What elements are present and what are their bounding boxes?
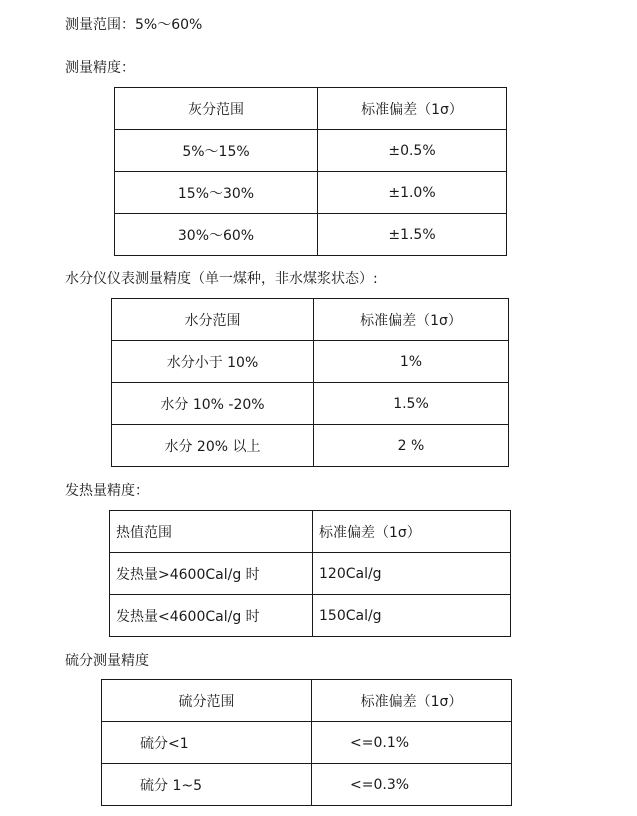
table-row xyxy=(115,214,507,256)
table-cell: 1.5% xyxy=(314,383,509,425)
table-header-row xyxy=(112,299,509,341)
header-cell: 标准偏差（1σ） xyxy=(312,680,512,722)
header-cell: 灰分范围 xyxy=(115,88,318,130)
table-row xyxy=(115,172,507,214)
table-header-row xyxy=(102,680,512,722)
table-row xyxy=(112,341,509,383)
table-cell: 1% xyxy=(314,341,509,383)
table-cell: 发热量>4600Cal/g 时 xyxy=(110,553,313,595)
table-cell: 120Cal/g xyxy=(313,553,511,595)
table-header-row xyxy=(115,88,507,130)
table-row xyxy=(112,425,509,467)
table-row xyxy=(102,764,512,806)
heat-precision-table xyxy=(109,510,511,637)
table-cell: 5%～15% xyxy=(115,130,318,172)
header-cell: 硫分范围 xyxy=(102,680,312,722)
header-cell: 水分范围 xyxy=(112,299,314,341)
table-cell: 水分 20% 以上 xyxy=(112,425,314,467)
sulfur-heading: 硫分测量精度 xyxy=(65,653,149,669)
precision-heading: 测量精度： xyxy=(65,60,135,76)
header-cell: 标准偏差（1σ） xyxy=(313,511,511,553)
header-cell: 热值范围 xyxy=(110,511,313,553)
table-cell: 150Cal/g xyxy=(313,595,511,637)
header-cell: 标准偏差（1σ） xyxy=(314,299,509,341)
table-cell: 水分小于 10% xyxy=(112,341,314,383)
table-cell: 水分 10% -20% xyxy=(112,383,314,425)
heat-heading: 发热量精度： xyxy=(65,483,149,499)
table-cell: 硫分 1~5 xyxy=(102,764,312,806)
moisture-precision-table xyxy=(111,298,509,467)
header-cell: 标准偏差（1σ） xyxy=(318,88,507,130)
table-cell: 发热量<4600Cal/g 时 xyxy=(110,595,313,637)
table-cell: 30%～60% xyxy=(115,214,318,256)
table-cell: ±1.5% xyxy=(318,214,507,256)
table-row xyxy=(112,383,509,425)
table-cell: <=0.3% xyxy=(312,764,512,806)
moisture-heading: 水分仪仪表测量精度（单一煤种，非水煤浆状态）: xyxy=(65,271,378,287)
ash-precision-table xyxy=(114,87,507,256)
table-cell: ±0.5% xyxy=(318,130,507,172)
table-cell: ±1.0% xyxy=(318,172,507,214)
table-row xyxy=(110,553,511,595)
table-row xyxy=(110,595,511,637)
table-cell: 2 % xyxy=(314,425,509,467)
sulfur-precision-table xyxy=(101,679,512,806)
table-cell: 15%～30% xyxy=(115,172,318,214)
measurement-range: 测量范围：5%～60% xyxy=(65,17,203,33)
table-header-row xyxy=(110,511,511,553)
table-cell: 硫分<1 xyxy=(102,722,312,764)
table-cell: <=0.1% xyxy=(312,722,512,764)
table-row xyxy=(115,130,507,172)
table-row xyxy=(102,722,512,764)
